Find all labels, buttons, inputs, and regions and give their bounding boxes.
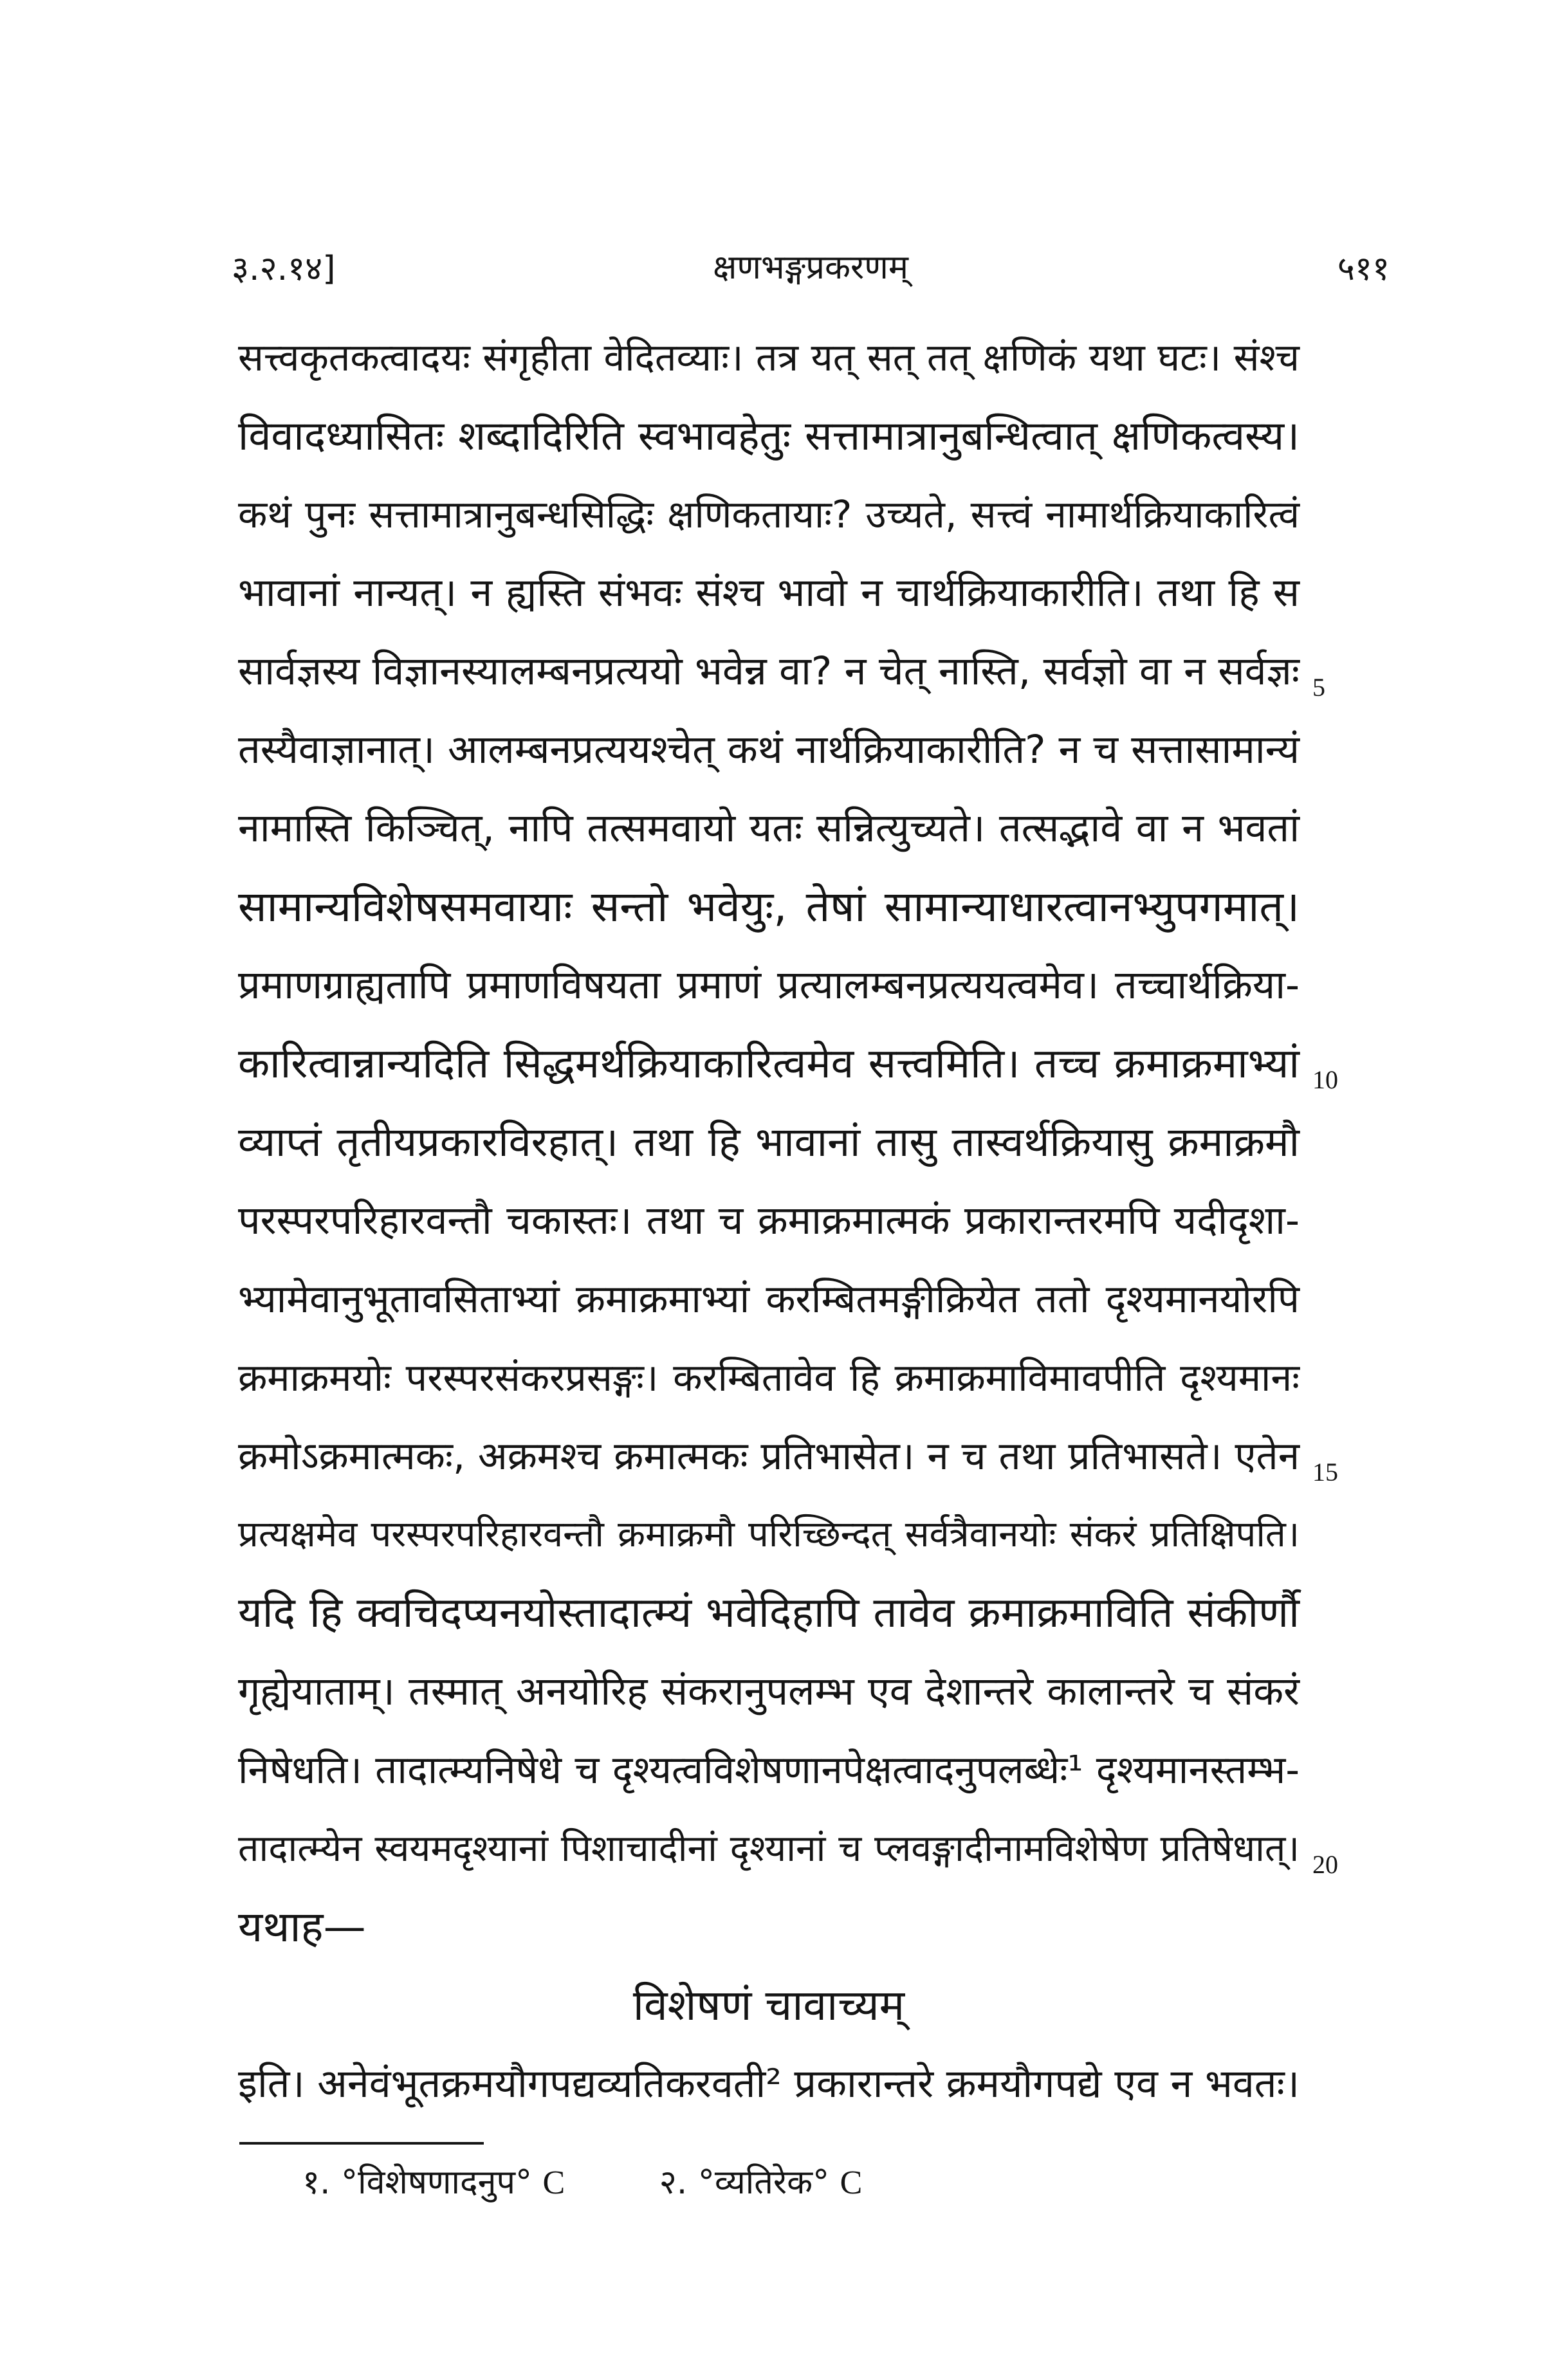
text-line: यदि हि क्वचिदप्यनयोस्तादात्म्यं भवेदिहापि तावेव क्रमाक्रमाविति संकीर्णौ: [238, 1589, 1300, 1637]
text-line: कथं पुनः सत्तामात्रानुबन्धसिद्धिः क्षणिकतायाः? उच्यते, सत्त्वं नामार्थक्रियाकारित्वं: [238, 492, 1300, 536]
line-number: 5: [1312, 673, 1325, 702]
text-line: भावानां नान्यत्। न ह्यस्ति संभवः संश्च भावो न चार्थक्रियाकारीति। तथा हि स: [238, 570, 1300, 616]
line-number: 20: [1312, 1850, 1338, 1879]
text-line: भ्यामेवानुभूतावसिताभ्यां क्रमाक्रमाभ्यां करम्बितमङ्गीक्रियेत ततो दृश्यमानयोरपि: [238, 1277, 1300, 1322]
page-number: ५११: [1337, 250, 1390, 288]
text-line: कारित्वान्नान्यदिति सिद्धमर्थक्रियाकारित्वमेव सत्त्वमिति। तच्च क्रमाक्रमाभ्यां: [238, 1040, 1300, 1088]
footnote-text: °विशेषणादनुप°: [341, 2163, 532, 2202]
text-line: तादात्म्येन स्वयमदृश्यानां पिशाचादीनां दृश्यानां च प्लवङ्गादीनामविशेषेण प्रतिषेधात्।: [238, 1827, 1300, 1870]
text-line: व्याप्तं तृतीयप्रकारविरहात्। तथा हि भावानां तासु तास्वर्थक्रियासु क्रमाक्रमौ: [238, 1119, 1300, 1166]
footnote-text: °व्यतिरेक°: [697, 2163, 830, 2202]
manuscript-siglum: C: [542, 2165, 565, 2201]
text-line: तस्यैवाज्ञानात्। आलम्बनप्रत्ययश्चेत् कथं नार्थक्रियाकारीति? न च सत्तासामान्यं: [238, 727, 1300, 773]
running-header: [232, 237, 1390, 295]
text-line: इति। अनेवंभूतक्रमयौगपद्यव्यतिकरवती² प्रकारान्तरे क्रमयौगपद्ये एव न भवतः।: [238, 2061, 1300, 2107]
chapter-title: क्षणभङ्गप्रकरणम्: [713, 248, 908, 287]
manuscript-siglum: C: [840, 2165, 863, 2201]
text-line: निषेधति। तादात्म्यनिषेधे च दृश्यत्वविशेषणानपेक्षत्वादनुपलब्धेः¹ दृश्यमानस्तम्भ-: [238, 1748, 1300, 1793]
text-line: सार्वज्ञस्य विज्ञानस्यालम्बनप्रत्ययो भवेन्न वा? न चेत् नास्ति, सर्वज्ञो वा न सर्वज्ञः: [238, 648, 1300, 694]
text-line: यथाह—: [238, 1902, 366, 1952]
footnote-number: १.: [302, 2163, 331, 2202]
text-line: प्रत्यक्षमेव परस्परपरिहारवन्तौ क्रमाक्रमौ परिच्छिन्दत् सर्वत्रैवानयोः संकरं प्रतिक्षिपति।: [238, 1514, 1300, 1555]
text-line: प्रमाणग्राह्यतापि प्रमाणविषयता प्रमाणं प्रत्यालम्बनप्रत्ययत्वमेव। तच्चार्थक्रिया-: [238, 962, 1300, 1008]
text-line: गृह्येयाताम्। तस्मात् अनयोरिह संकरानुपलम्भ एव देशान्तरे कालान्तरे च संकरं: [238, 1669, 1300, 1714]
footnotes: [302, 2158, 1203, 2216]
footnote: [659, 2158, 863, 2204]
text-line: नामास्ति किञ्चित्, नापि तत्समवायो यतः सन्नित्युच्यते। तत्सद्भावे वा न भवतां: [238, 805, 1300, 851]
main-text: [238, 318, 1300, 2123]
line-number: 10: [1312, 1065, 1338, 1094]
footnote-rule: [239, 2142, 484, 2145]
footnote-number: २.: [659, 2163, 688, 2202]
section-number: ३.२.१४]: [232, 250, 336, 288]
text-line: विवादध्यासितः शब्दादिरिति स्वभावहेतुः सत्तामात्रानुबन्धित्वात् क्षणिकत्वस्य।: [238, 412, 1300, 459]
text-line: सत्त्वकृतकत्वादयः संगृहीता वेदितव्याः। तत्र यत् सत् तत् क्षणिकं यथा घटः। संश्च: [238, 335, 1300, 380]
quoted-verse: विशेषणं चावाच्यम्: [632, 1981, 905, 2030]
text-line: सामान्यविशेषसमवायाः सन्तो भवेयुः, तेषां सामान्याधारत्वानभ्युपगमात्।: [238, 882, 1300, 931]
line-number: 15: [1312, 1458, 1338, 1487]
text-line: क्रमाक्रमयोः परस्परसंकरप्रसङ्गः। करम्बितावेव हि क्रमाक्रमाविमावपीति दृश्यमानः: [238, 1355, 1300, 1400]
text-line: क्रमोऽक्रमात्मकः, अक्रमश्च क्रमात्मकः प्रतिभासेत। न च तथा प्रतिभासते। एतेन: [238, 1434, 1300, 1479]
text-line: परस्परपरिहारवन्तौ चकास्तः। तथा च क्रमाक्रमात्मकं प्रकारान्तरमपि यदीदृशा-: [238, 1198, 1300, 1243]
footnote: [302, 2158, 565, 2204]
